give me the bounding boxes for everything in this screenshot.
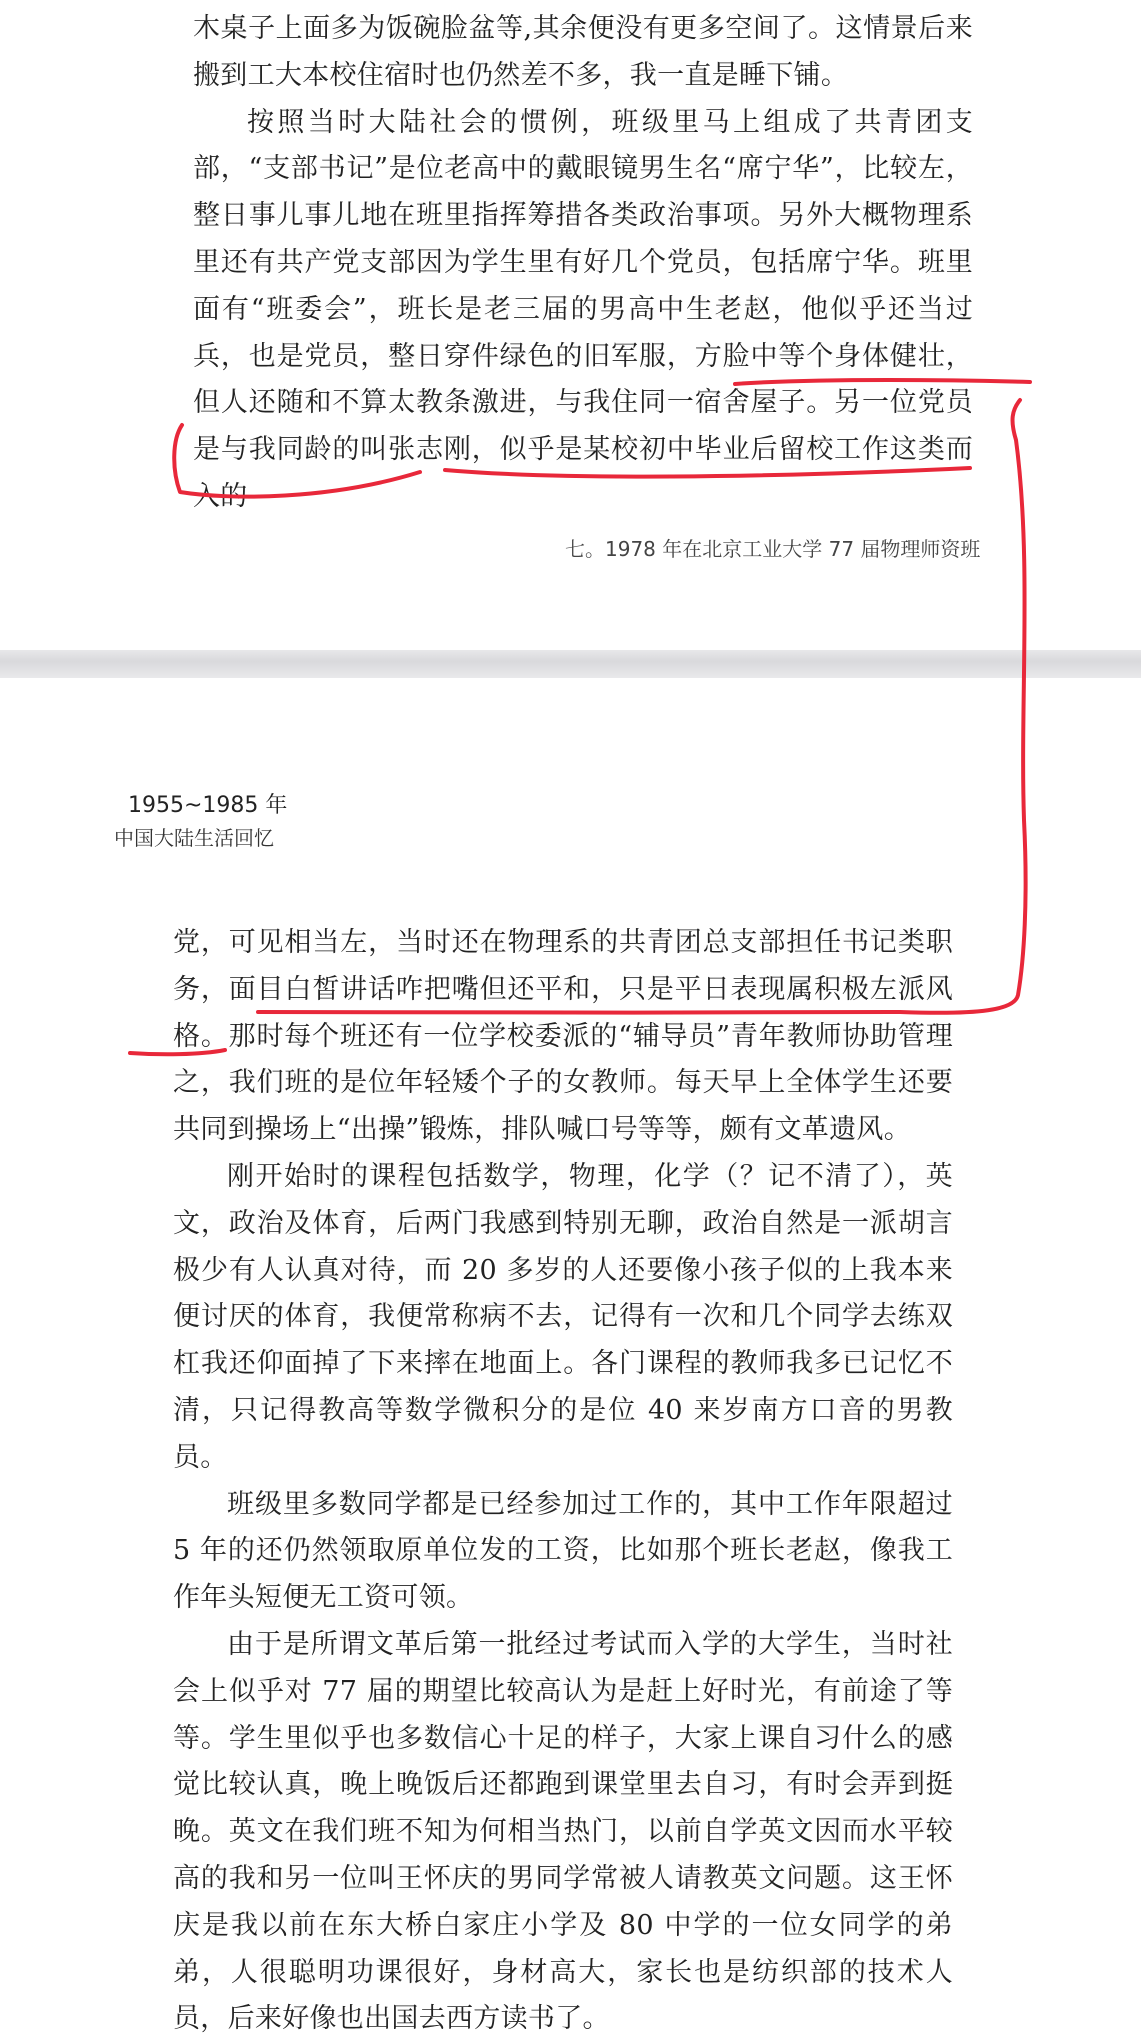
page-upper-body [193, 6, 973, 521]
running-header-title: 中国大陆生活回忆 [114, 826, 274, 850]
page-lower [0, 678, 1141, 2035]
paragraph: 刚开始时的课程包括数学，物理，化学（？记不清了），英文，政治及体育，后两门我感到特别无聊，政治自然是一派胡言极少有人认真对待，而 20 多岁的人还要像小孩子似的上我本来便讨厌的体育，我便常称病不去，记得有一次和几个同学去练双杠我还仰面掉了下来摔在地面上。各门课程的教师我多已记忆不清，只记得教高等数学微积分的是位 40 来岁南方口音的男教员。 [173, 1160, 953, 1473]
running-header-years: 1955~1985 年 [128, 793, 288, 818]
paragraph: 班级里多数同学都是已经参加过工作的，其中工作年限超过 5 年的还仍然领取原单位发的工资，比如那个班长老赵，像我工作年头短便无工资可领。 [173, 1488, 953, 1614]
paragraph: 木桌子上面多为饭碗脸盆等,其余便没有更多空间了。这情景后来搬到工大本校住宿时也仍然差不多，我一直是睡下铺。 [193, 13, 973, 91]
paragraph: 党，可见相当左，当时还在物理系的共青团总支部担任书记类职务，面目白皙讲话咋把嘴但还平和，只是平日表现属积极左派风格。那时每个班还有一位学校委派的“辅导员”青年教师协助管理之，我们班的是位年轻矮个子的女教师。每天早上全体学生还要共同到操场上“出操”锻炼，排队喊口号等等，颇有文革遗风。 [173, 927, 953, 1146]
page-lower-body [173, 920, 953, 2043]
page-separator [0, 650, 1141, 678]
page-upper [0, 0, 1141, 650]
paragraph: 按照当时大陆社会的惯例，班级里马上组成了共青团支部，“支部书记”是位老高中的戴眼镜男生名“席宁华”，比较左，整日事儿事儿地在班里指挥筹措各类政治事项。另外大概物理系里还有共产党支部因为学生里有好几个党员，包括席宁华。班里面有“班委会”，班长是老三届的男高中生老赵，他似乎还当过兵，也是党员，整日穿件绿色的旧军服，方脸中等个身体健壮，但人还随和不算太教条激进，与我住同一宿舍屋子。另一位党员是与我同龄的叫张志刚，似乎是某校初中毕业后留校工作这类而入的 [193, 106, 973, 512]
chapter-footer: 七。1978 年在北京工业大学 77 届物理师资班 [565, 537, 981, 561]
paragraph: 由于是所谓文革后第一批经过考试而入学的大学生，当时社会上似乎对 77 届的期望比较高认为是赶上好时光，有前途了等等。学生里似乎也多数信心十足的样子，大家上课自习什么的感觉比较认真，晚上晚饭后还都跑到课堂里去自习，有时会弄到挺晚。英文在我们班不知为何相当热门，以前自学英文因而水平较高的我和另一位叫王怀庆的男同学常被人请教英文问题。这王怀庆是我以前在东大桥白家庄小学及 80 中学的一位女同学的弟弟，人很聪明功课很好，身材高大，家长也是纺织部的技术人员，后来好像也出国去西方读书了。 [173, 1628, 953, 2035]
